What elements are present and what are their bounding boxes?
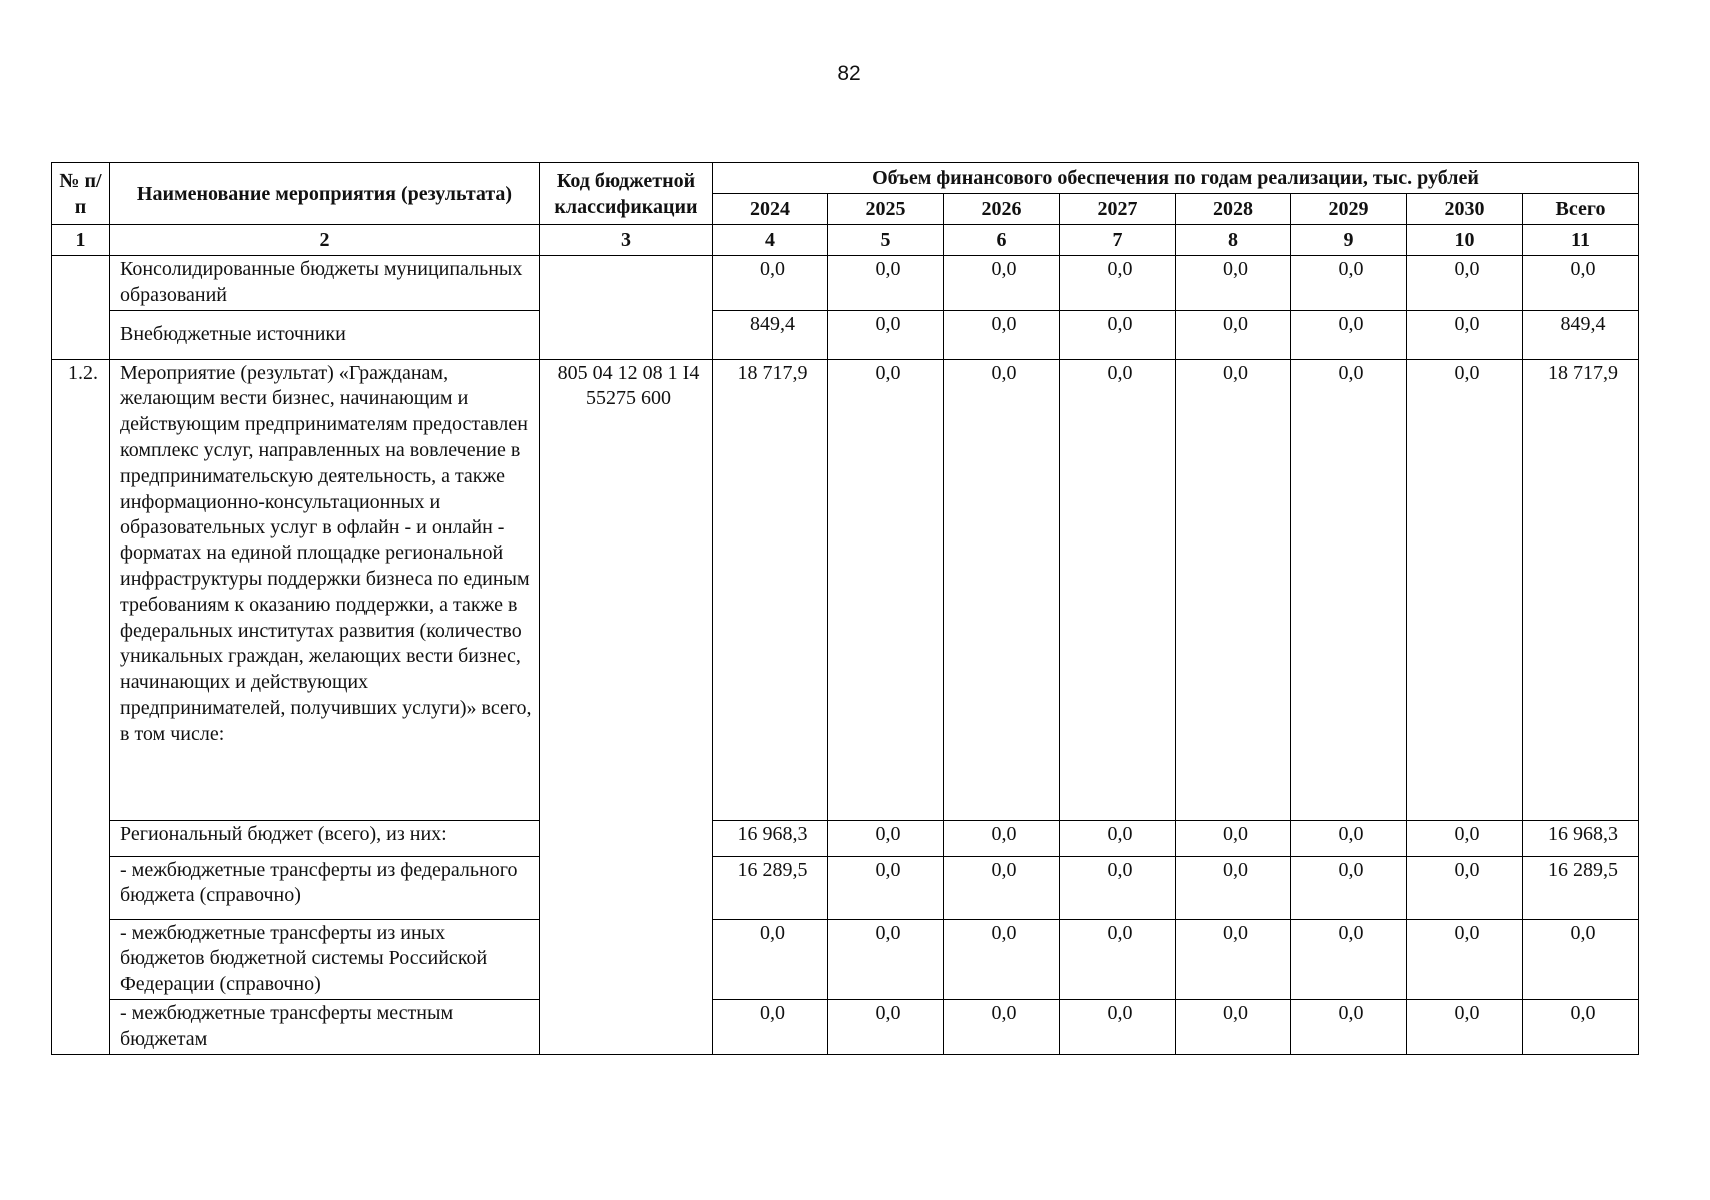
year-header: 2026 <box>944 194 1060 225</box>
value-cell: 0,0 <box>1291 856 1407 919</box>
total-cell: 0,0 <box>1523 919 1639 999</box>
value-cell: 0,0 <box>1176 820 1291 856</box>
year-header: 2025 <box>828 194 944 225</box>
value-cell: 0,0 <box>1176 256 1291 311</box>
column-number: 11 <box>1523 225 1639 256</box>
value-cell: 0,0 <box>828 999 944 1054</box>
column-number: 5 <box>828 225 944 256</box>
value-cell: 0,0 <box>1060 919 1176 999</box>
value-cell: 16 968,3 <box>713 820 828 856</box>
value-cell: 0,0 <box>1060 256 1176 311</box>
row-code-cell <box>540 256 713 360</box>
row-name-cell: Внебюджетные источники <box>110 310 540 359</box>
value-cell: 0,0 <box>944 820 1060 856</box>
value-cell: 0,0 <box>1291 359 1407 820</box>
value-cell: 0,0 <box>828 359 944 820</box>
value-cell: 0,0 <box>828 256 944 311</box>
column-number: 10 <box>1407 225 1523 256</box>
page-number: 82 <box>837 62 861 85</box>
value-cell: 0,0 <box>1291 820 1407 856</box>
table-row <box>52 856 1639 919</box>
value-cell: 0,0 <box>1407 999 1523 1054</box>
value-cell: 0,0 <box>1407 359 1523 820</box>
row-name-cell: - межбюджетные трансферты из федерального бюджета (справочно) <box>110 856 540 919</box>
year-header: 2029 <box>1291 194 1407 225</box>
col-header-no: № п/п <box>52 163 110 225</box>
value-cell: 0,0 <box>713 999 828 1054</box>
year-header: 2030 <box>1407 194 1523 225</box>
col-header-name: Наименование мероприятия (результата) <box>110 163 540 225</box>
column-numbers-row <box>52 225 1639 256</box>
value-cell: 0,0 <box>1060 820 1176 856</box>
column-number: 7 <box>1060 225 1176 256</box>
value-cell: 0,0 <box>1176 919 1291 999</box>
value-cell: 0,0 <box>1407 256 1523 311</box>
column-number: 1 <box>52 225 110 256</box>
total-cell: 0,0 <box>1523 999 1639 1054</box>
value-cell: 0,0 <box>1176 999 1291 1054</box>
total-header: Всего <box>1523 194 1639 225</box>
table-row <box>52 999 1639 1054</box>
year-header: 2027 <box>1060 194 1176 225</box>
value-cell: 0,0 <box>944 310 1060 359</box>
value-cell: 0,0 <box>1407 310 1523 359</box>
row-code-cell: 805 04 12 08 1 I4 55275 600 <box>540 359 713 1054</box>
value-cell: 0,0 <box>713 256 828 311</box>
col-header-volume: Объем финансового обеспечения по годам реализации, тыс. рублей <box>713 163 1639 194</box>
value-cell: 0,0 <box>944 919 1060 999</box>
value-cell: 0,0 <box>1176 359 1291 820</box>
table-row <box>52 919 1639 999</box>
row-number-cell <box>52 256 110 360</box>
value-cell: 0,0 <box>1176 310 1291 359</box>
total-cell: 0,0 <box>1523 256 1639 311</box>
budget-table <box>51 162 1639 1055</box>
value-cell: 0,0 <box>828 919 944 999</box>
column-number: 2 <box>110 225 540 256</box>
year-header: 2028 <box>1176 194 1291 225</box>
table-row <box>52 256 1639 311</box>
value-cell: 18 717,9 <box>713 359 828 820</box>
row-name-cell: - межбюджетные трансферты из иных бюджетов бюджетной системы Российской Федерации (справочно) <box>110 919 540 999</box>
value-cell: 0,0 <box>944 256 1060 311</box>
total-cell: 18 717,9 <box>1523 359 1639 820</box>
column-number: 6 <box>944 225 1060 256</box>
value-cell: 0,0 <box>944 856 1060 919</box>
value-cell: 0,0 <box>1291 919 1407 999</box>
value-cell: 0,0 <box>828 310 944 359</box>
year-header: 2024 <box>713 194 828 225</box>
value-cell: 0,0 <box>1407 820 1523 856</box>
value-cell: 0,0 <box>1060 999 1176 1054</box>
header-row <box>52 163 1639 194</box>
row-name-cell: Региональный бюджет (всего), из них: <box>110 820 540 856</box>
row-name-cell: Мероприятие (результат) «Гражданам, желающим вести бизнес, начинающим и действующим предпринимателям предоставлен комплекс услуг, направленных на вовлечение в предпринимательскую деятельность, а также информационно-консультационных и образовательных услуг в офлайн - и онлайн - форматах на единой площадке региональной инфраструктуры поддержки бизнеса по единым требованиям к оказанию поддержки, а также в федеральных институтах развития (количество уникальных граждан, желающих вести бизнес, начинающих и действующих предпринимателей, получивших услуги)» всего, в том числе: <box>110 359 540 820</box>
row-number-cell: 1.2. <box>52 359 110 1054</box>
value-cell: 0,0 <box>1291 256 1407 311</box>
column-number: 3 <box>540 225 713 256</box>
value-cell: 0,0 <box>1291 999 1407 1054</box>
table-row <box>52 820 1639 856</box>
column-number: 9 <box>1291 225 1407 256</box>
row-name-cell: - межбюджетные трансферты местным бюджетам <box>110 999 540 1054</box>
table-row <box>52 359 1639 820</box>
value-cell: 0,0 <box>1060 310 1176 359</box>
value-cell: 0,0 <box>944 359 1060 820</box>
value-cell: 0,0 <box>944 999 1060 1054</box>
col-header-code: Код бюджетной классификации <box>540 163 713 225</box>
value-cell: 0,0 <box>828 856 944 919</box>
table-row <box>52 310 1639 359</box>
value-cell: 0,0 <box>1060 359 1176 820</box>
value-cell: 849,4 <box>713 310 828 359</box>
value-cell: 0,0 <box>1176 856 1291 919</box>
value-cell: 0,0 <box>1407 856 1523 919</box>
column-number: 8 <box>1176 225 1291 256</box>
row-name-cell: Консолидированные бюджеты муниципальных образований <box>110 256 540 311</box>
value-cell: 0,0 <box>1291 310 1407 359</box>
value-cell: 0,0 <box>1060 856 1176 919</box>
total-cell: 16 968,3 <box>1523 820 1639 856</box>
value-cell: 16 289,5 <box>713 856 828 919</box>
value-cell: 0,0 <box>828 820 944 856</box>
column-number: 4 <box>713 225 828 256</box>
total-cell: 849,4 <box>1523 310 1639 359</box>
value-cell: 0,0 <box>713 919 828 999</box>
total-cell: 16 289,5 <box>1523 856 1639 919</box>
value-cell: 0,0 <box>1407 919 1523 999</box>
